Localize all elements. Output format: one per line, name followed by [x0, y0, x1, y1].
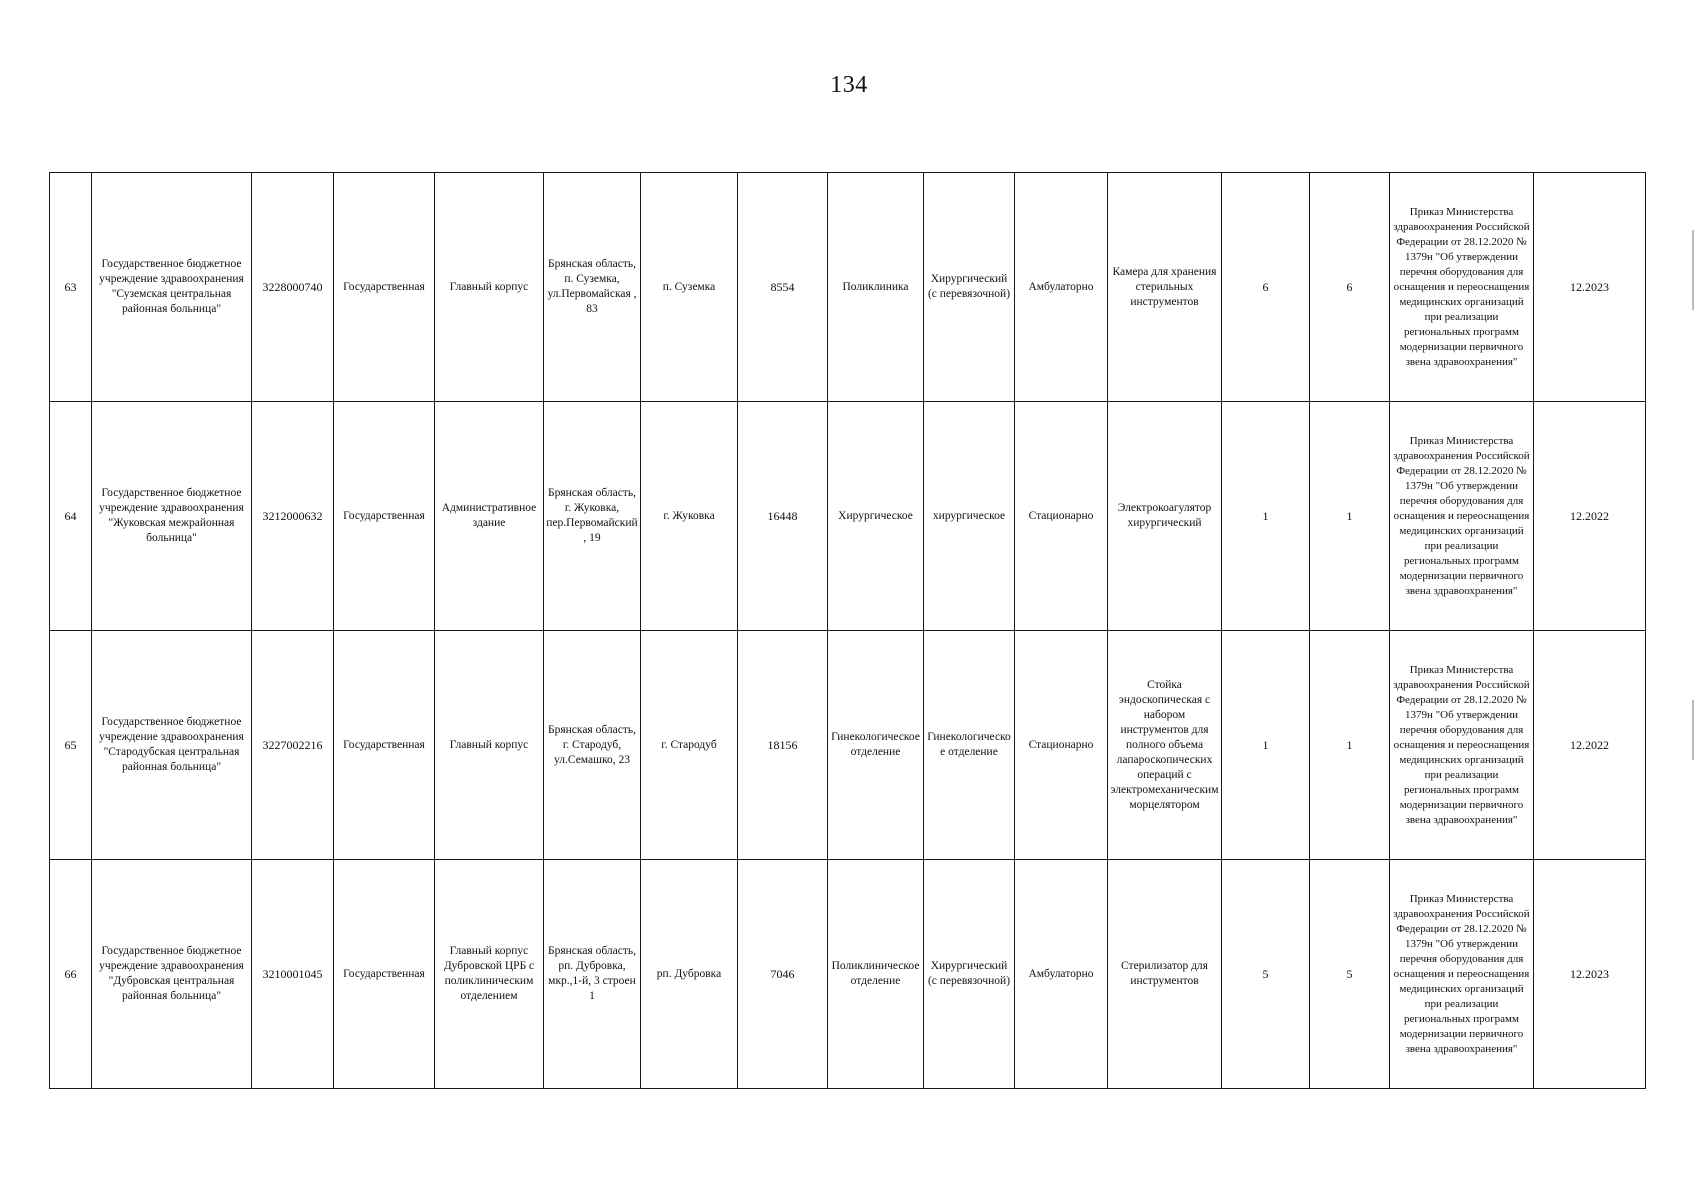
unit-cell: Поликлиническое отделение [828, 860, 924, 1089]
quantity-cell: 1 [1310, 402, 1390, 631]
quantity-cell: 6 [1222, 173, 1310, 402]
organization-cell: Государственное бюджетное учреждение здравоохранения "Жуковская межрайонная больница" [92, 402, 252, 631]
department-cell: Гинекологическое отделение [924, 631, 1015, 860]
table-row [50, 402, 1646, 631]
inn-cell: 3212000632 [252, 402, 334, 631]
equipment-cell: Камера для хранения стерильных инструментов [1108, 173, 1222, 402]
locality-cell: г. Стародуб [641, 631, 738, 860]
equipment-registry-table [49, 172, 1646, 1089]
equipment-cell: Электрокоагулятор хирургический [1108, 402, 1222, 631]
address-cell: Брянская область, рп. Дубровка, мкр.,1-й, 3 строен 1 [544, 860, 641, 1089]
quantity-cell: 5 [1222, 860, 1310, 1089]
order-basis-cell: Приказ Министерства здравоохранения Российской Федерации от 28.12.2020 № 1379н "Об утверждении перечня оборудования для оснащения и переоснащения медицинских организаций при реализации региональных программ модернизации первичного звена здравоохранения" [1390, 173, 1534, 402]
order-basis-cell: Приказ Министерства здравоохранения Российской Федерации от 28.12.2020 № 1379н "Об утверждении перечня оборудования для оснащения и переоснащения медицинских организаций при реализации региональных программ модернизации первичного звена здравоохранения" [1390, 860, 1534, 1089]
table-row [50, 631, 1646, 860]
department-cell: Хирургический (с перевязочной) [924, 173, 1015, 402]
table-body [50, 173, 1646, 1089]
ownership-cell: Государственная [334, 631, 435, 860]
quantity-cell: 1 [1310, 631, 1390, 860]
scan-edge-mark [1692, 700, 1694, 760]
table-row [50, 173, 1646, 402]
building-cell: Главный корпус [435, 631, 544, 860]
inn-cell: 3227002216 [252, 631, 334, 860]
population-cell: 18156 [738, 631, 828, 860]
date-cell: 12.2022 [1534, 402, 1646, 631]
ownership-cell: Государственная [334, 173, 435, 402]
building-cell: Главный корпус Дубровской ЦРБ с поликлиническим отделением [435, 860, 544, 1089]
order-basis-cell: Приказ Министерства здравоохранения Российской Федерации от 28.12.2020 № 1379н "Об утверждении перечня оборудования для оснащения и переоснащения медицинских организаций при реализации региональных программ модернизации первичного звена здравоохранения" [1390, 631, 1534, 860]
ownership-cell: Государственная [334, 860, 435, 1089]
row-number-cell: 64 [50, 402, 92, 631]
equipment-cell: Стерилизатор для инструментов [1108, 860, 1222, 1089]
quantity-cell: 1 [1222, 402, 1310, 631]
row-number-cell: 66 [50, 860, 92, 1089]
quantity-cell: 5 [1310, 860, 1390, 1089]
locality-cell: рп. Дубровка [641, 860, 738, 1089]
building-cell: Административное здание [435, 402, 544, 631]
address-cell: Брянская область, п. Суземка, ул.Первомайская , 83 [544, 173, 641, 402]
unit-cell: Поликлиника [828, 173, 924, 402]
population-cell: 16448 [738, 402, 828, 631]
order-basis-cell: Приказ Министерства здравоохранения Российской Федерации от 28.12.2020 № 1379н "Об утверждении перечня оборудования для оснащения и переоснащения медицинских организаций при реализации региональных программ модернизации первичного звена здравоохранения" [1390, 402, 1534, 631]
date-cell: 12.2022 [1534, 631, 1646, 860]
building-cell: Главный корпус [435, 173, 544, 402]
care-type-cell: Стационарно [1015, 402, 1108, 631]
quantity-cell: 6 [1310, 173, 1390, 402]
care-type-cell: Стационарно [1015, 631, 1108, 860]
care-type-cell: Амбулаторно [1015, 860, 1108, 1089]
table-row [50, 860, 1646, 1089]
organization-cell: Государственное бюджетное учреждение здравоохранения "Дубровская центральная районная больница" [92, 860, 252, 1089]
department-cell: Хирургический (с перевязочной) [924, 860, 1015, 1089]
page-number: 134 [830, 72, 868, 98]
scan-edge-mark [1692, 230, 1694, 310]
inn-cell: 3228000740 [252, 173, 334, 402]
quantity-cell: 1 [1222, 631, 1310, 860]
address-cell: Брянская область, г. Стародуб, ул.Семашко, 23 [544, 631, 641, 860]
inn-cell: 3210001045 [252, 860, 334, 1089]
care-type-cell: Амбулаторно [1015, 173, 1108, 402]
date-cell: 12.2023 [1534, 860, 1646, 1089]
organization-cell: Государственное бюджетное учреждение здравоохранения "Суземская центральная районная больница" [92, 173, 252, 402]
date-cell: 12.2023 [1534, 173, 1646, 402]
ownership-cell: Государственная [334, 402, 435, 631]
locality-cell: г. Жуковка [641, 402, 738, 631]
equipment-cell: Стойка эндоскопическая с набором инструментов для полного объема лапароскопических операций с электромеханическим морцелятором [1108, 631, 1222, 860]
organization-cell: Государственное бюджетное учреждение здравоохранения "Стародубская центральная районная больница" [92, 631, 252, 860]
row-number-cell: 65 [50, 631, 92, 860]
population-cell: 7046 [738, 860, 828, 1089]
row-number-cell: 63 [50, 173, 92, 402]
unit-cell: Гинекологическое отделение [828, 631, 924, 860]
population-cell: 8554 [738, 173, 828, 402]
unit-cell: Хирургическое [828, 402, 924, 631]
department-cell: хирургическое [924, 402, 1015, 631]
locality-cell: п. Суземка [641, 173, 738, 402]
address-cell: Брянская область, г. Жуковка, пер.Первомайский, 19 [544, 402, 641, 631]
